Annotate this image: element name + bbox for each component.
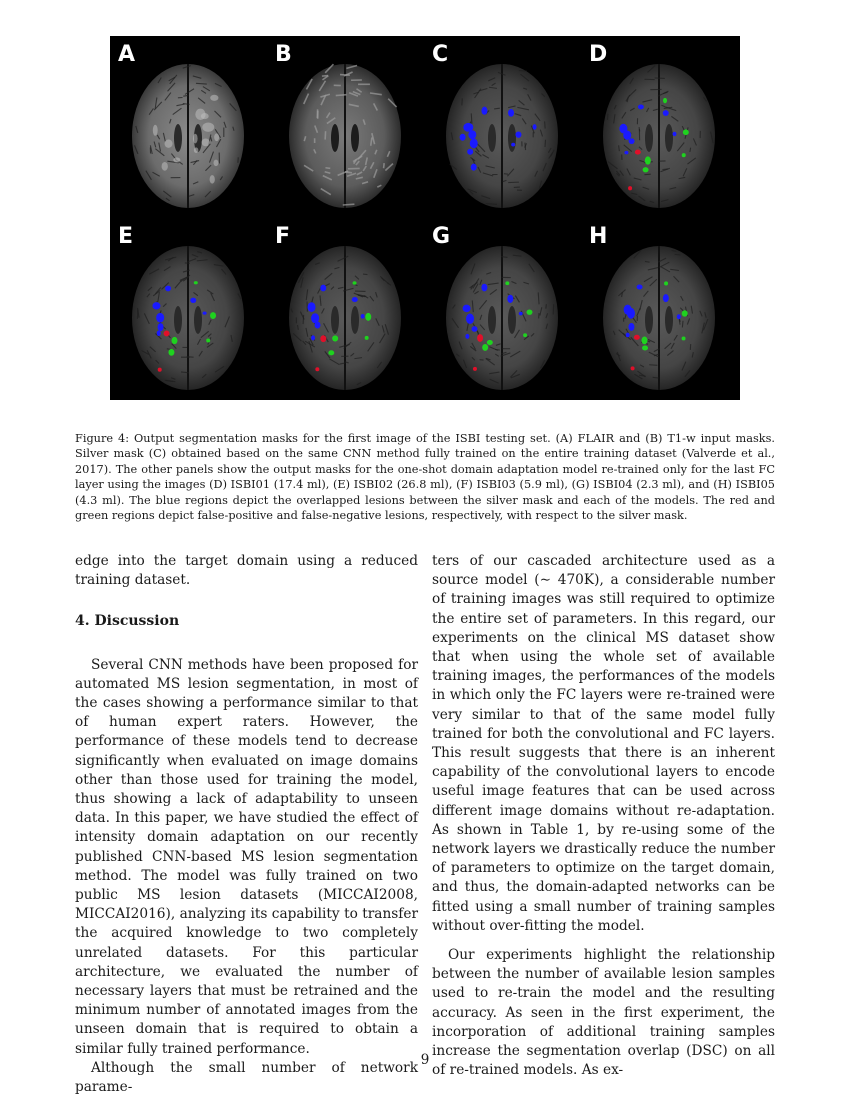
lesion-overlap [623,131,631,140]
lesion-false-negative [365,313,371,321]
lesion-false-negative [482,344,488,351]
lesion-overlap [467,149,473,155]
hyperintensity [165,140,173,148]
lesion-false-negative [523,333,527,337]
hyperintensity [162,162,168,171]
panel-label: C [432,42,449,67]
lesion-false-positive [164,330,170,336]
ventricle [488,124,496,152]
sulcus-line [653,377,659,378]
lesion-overlap [627,308,635,319]
hyperintensity [202,139,210,147]
figure-panel-d [581,36,738,218]
hyperintensity [195,109,205,120]
ventricle [645,306,653,334]
sulcus-line [545,121,546,128]
lesion-overlap [470,138,478,148]
hyperintensity [194,147,199,153]
sulcus-line [371,137,372,145]
lesion-false-negative [663,98,667,103]
section-heading: 4. Discussion [75,613,180,630]
lesion-false-negative [328,350,334,355]
lesion-false-positive [477,334,483,342]
lesion-overlap [361,314,365,319]
lesion-false-positive [628,186,632,190]
lesion-false-negative [365,336,369,340]
figure-panel-a [110,36,267,218]
sulcus-line [619,145,620,151]
panel-label: B [275,42,292,67]
sulcus-line [675,254,681,255]
lesion-overlap [308,302,316,312]
right-column [432,552,775,1080]
panel-label: A [118,42,136,67]
figure-panel-c [424,36,581,218]
panel-label: F [275,224,291,249]
lesion-overlap [673,132,677,136]
lesion-overlap [352,297,358,302]
lesion-overlap [468,130,476,139]
lesion-overlap [628,323,634,331]
lesion-false-negative [682,310,688,316]
lesion-overlap [460,134,466,141]
discussion-paragraph-1: Several CNN methods have been proposed for automated MS lesion segmentation, in most of the cases showing a performance similar to that of human expert raters. However, the performance of these models tend to decrease significantly when evaluated on image domains other than those used for training the model, thus showing a lack of adaptability to unseen data. In this paper, we have studied the effect of intensity domain adaptation on our recently published CNN-based MS lesion segmentation method. The model was fully trained on two public MS lesion datasets (MICCAI2008, MICCAI2016), analyzing its capability to transfer the acquired knowledge to two completely unrelated datasets. For this particular architecture, we evaluated the number of necessary layers that must be retrained and the minimum number of annotated images from the unseen domain that is required to obtain a similar fully trained performance. [75,656,418,1057]
sulcus-line [196,83,207,84]
hyperintensity [173,157,180,162]
ventricle [331,306,339,334]
lesion-false-positive [635,150,641,155]
lesion-overlap [626,333,630,338]
lesion-overlap [315,322,321,329]
lesion-overlap [320,285,326,292]
sulcus-line [336,95,347,96]
ventricle [351,306,359,334]
lesion-false-negative [210,312,216,319]
sulcus-line [682,321,683,328]
hyperintensity [214,133,219,141]
sulcus-line [645,261,650,262]
lesion-false-negative [206,339,210,343]
lesion-overlap [677,314,681,319]
ventricle [665,124,673,152]
lesion-overlap [481,107,487,115]
figure-panel-e [110,218,267,400]
left-column [75,552,418,1097]
lesion-overlap [637,285,643,290]
lesion-false-negative [682,337,686,341]
lesion-false-negative [332,335,338,341]
lesion-overlap [638,105,644,110]
continued-paragraph: edge into the target domain using a reduced training dataset. [75,553,418,589]
lesion-overlap [190,298,196,303]
lesion-overlap [165,286,171,292]
lesion-false-positive [158,368,162,372]
lesion-overlap [663,110,669,116]
sulcus-line [343,204,355,205]
lesion-false-negative [353,281,357,285]
lesion-overlap [471,326,477,332]
figure-panel-g [424,218,581,400]
ventricle [645,124,653,152]
experiments-paragraph: Our experiments highlight the relationship between the number of available lesion samples used to re-train the model and the resulting accuracy. As seen in the first experiment, the incorporation of additional training samples increase the segmentation overlap (DSC) on all of re-trained models. As ex- [432,947,775,1079]
sulcus-line [495,349,500,350]
sulcus-line [183,95,188,96]
panel-label: D [589,42,608,67]
sulcus-line [384,163,385,168]
lesion-false-negative [641,337,647,345]
ventricle [488,306,496,334]
ventricle [508,306,516,334]
ventricle [194,306,202,334]
ventricle [508,124,516,152]
lesion-false-positive [315,367,319,371]
lesion-overlap [507,295,513,303]
ventricle [665,306,673,334]
sulcus-line [690,148,691,152]
lesion-overlap [629,138,635,144]
sulcus-line [545,140,546,147]
figure-caption: Figure 4: Output segmentation masks for the first image of the ISBI testing set. (A) FLAIR and (B) T1-w input masks. Silver mask (C) obtained based on the same CNN method fully trained on the entire training dataset (Valverde et al., 2017). The other panels show the output masks for the one-shot domain adaptation model re-trained only for the last FC layer using the images (D) ISBI01 (17.4 ml), (E) ISBI02 (26.8 ml), (F) ISBI03 (5.9 ml), (G) ISBI04 (2.3 ml), and (H) ISBI05 (4.3 ml). The blue regions depict the overlapped lesions between the silver mask and each of the models. The red and green regions depict false-positive and false-negative lesions, respectively, with respect to the silver mask. [75,432,775,523]
hyperintensity [213,160,218,166]
lesion-false-negative [643,167,649,172]
lesion-overlap [156,313,164,323]
panel-label: H [589,224,608,249]
lesion-overlap [533,124,537,130]
hyperintensity [202,122,214,131]
lesion-false-positive [634,335,640,340]
lesion-overlap [663,294,669,302]
figure-panel-f [267,218,424,400]
lesion-false-negative [683,129,689,135]
ventricle [331,124,339,152]
brain-slice-image [110,218,267,400]
ventricle [351,124,359,152]
lesion-false-negative [194,281,198,284]
lesion-overlap [463,305,471,313]
lesion-false-negative [682,153,686,157]
lesion-overlap [471,164,477,171]
lesion-overlap [515,131,521,137]
lesion-false-negative [487,340,493,345]
ventricle [174,306,182,334]
sulcus-line [486,204,497,205]
lesion-false-positive [320,335,326,342]
panel-label: G [432,224,451,249]
hyperintensity [153,125,158,136]
lesion-false-negative [526,309,532,314]
sulcus-line [471,113,472,123]
lesion-false-negative [505,281,509,285]
lesion-overlap [203,311,207,314]
lesion-overlap [158,323,164,331]
lesion-false-negative [171,337,177,344]
sulcus-line [649,365,657,366]
hyperintensity [210,95,218,101]
lesion-overlap [157,330,161,336]
panel-label: E [118,224,134,249]
lesion-overlap [519,312,523,316]
lesion-false-negative [168,349,174,356]
hyperintensity [210,175,215,183]
discussion-paragraph-2: Although the small number of network parame- [75,1059,418,1096]
lesion-overlap [465,334,469,339]
page-number: 9 [420,1052,430,1068]
hyperintensity [193,134,198,144]
lesion-false-negative [645,156,651,164]
lesion-overlap [508,109,514,117]
lesion-false-negative [642,345,648,350]
lesion-overlap [624,151,628,155]
segmentation-figure [110,36,740,400]
ventricle [174,124,182,152]
lesion-false-positive [631,366,635,370]
continued-paragraph-right: ters of our cascaded architecture used as a source model (∼ 470K), a considerable number of training images was still required to optimize the entire set of parameters. In this regard, our experiments on the clinical MS dataset show that when using the whole set of available training images, the performances of the models in which only the FC layers were re-trained were very similar to that of the same model fully trained for both the convolutional and FC layers. This result suggests that there is an inherent capability of the convolutional layers to encode useful image features that can be used across different image domains without re-adaptation. As shown in Table 1, by re-using some of the network layers we drastically reduce the number of parameters to optimize on the target domain, and thus, the domain-adapted networks can be fitted using a small number of training samples without over-fitting the model. [432,553,775,934]
sulcus-line [322,76,328,77]
sulcus-line [298,325,299,330]
lesion-false-positive [473,367,477,371]
figure-panel-h [581,218,738,400]
sulcus-line [504,174,508,175]
lesion-overlap [481,284,487,292]
lesion-false-negative [664,281,668,285]
sulcus-line [325,168,330,169]
lesion-overlap [511,143,515,147]
brain-slice-image [267,218,424,400]
lesion-overlap [311,335,315,340]
lesion-overlap [152,302,160,309]
lesion-overlap [466,314,474,324]
figure-panel-b [267,36,424,218]
